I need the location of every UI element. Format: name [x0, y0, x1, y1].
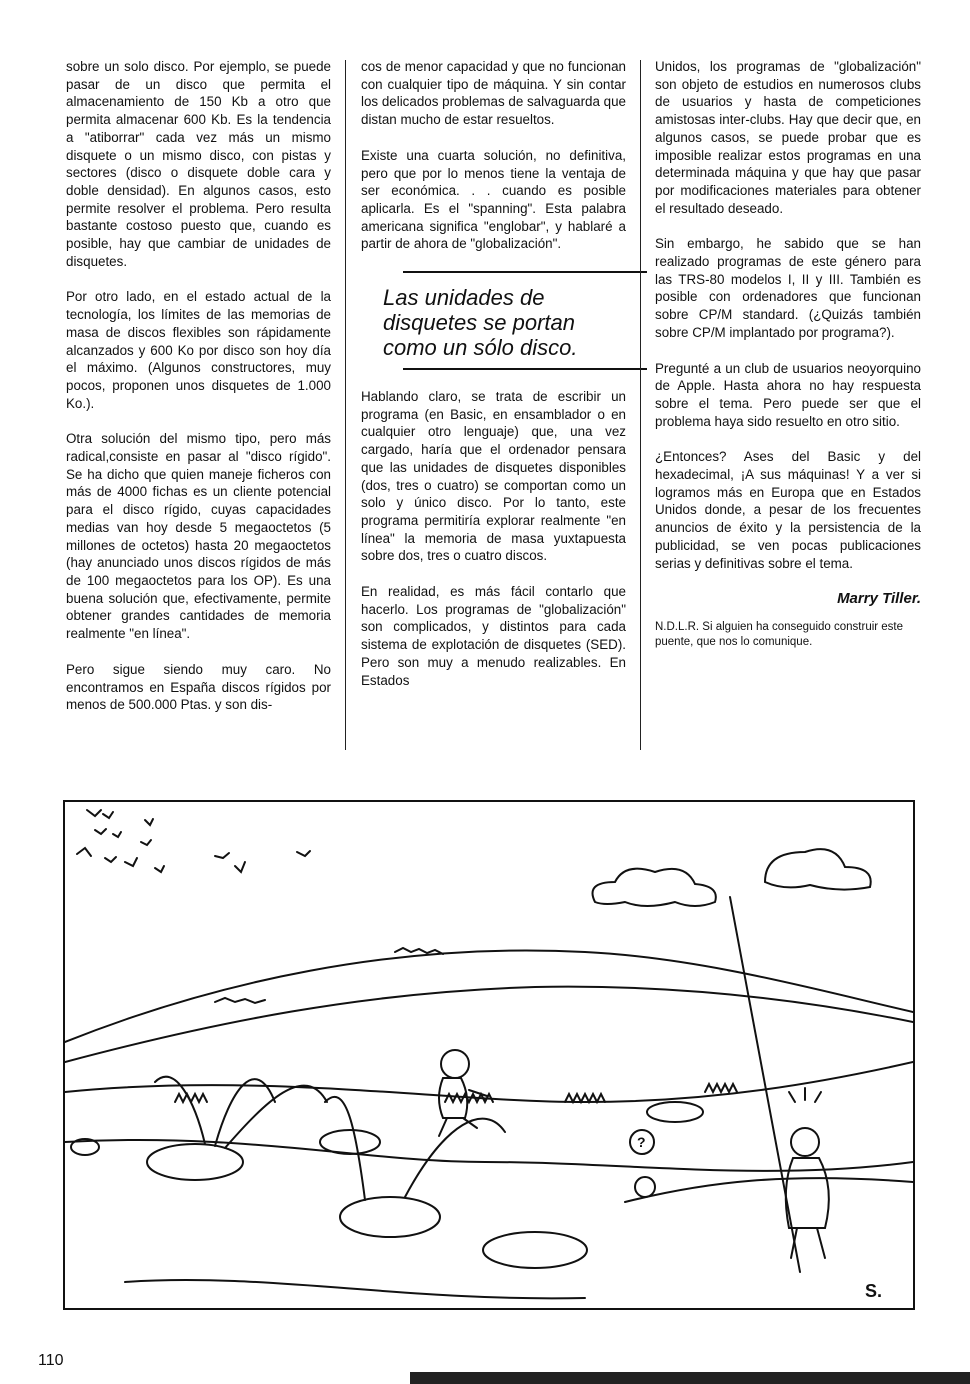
stepping-stone [647, 1102, 703, 1122]
paragraph: ¿Entonces? Ases del Basic y del hexadecimal, ¡A sus máquinas! Y a ver si logramos más en Europa que en Estados Unidos donde, a pesar de los frecuentes anuncios de éxito y la persistencia de la publicidad, se ven pocas publicaciones serias y definitivas sobre el tema. [655, 449, 921, 571]
paragraph: Sin embargo, he sabido que se han realizado programas de este género para las TRS-80 modelos I, II y III. También es posible con ordenadores que funcionan sobre CP/M standard. (¿Quizás también sobre CP/M implantado por programa?). [655, 236, 921, 340]
water-jet [225, 1086, 327, 1148]
editor-note: N.D.L.R. Si alguien ha conseguido construir este puente, que nos lo comunique. [655, 620, 904, 648]
paragraph: En realidad, es más fácil contarlo que hacerlo. Los programas de "globalización" son complicados, y distintos para cada sistema de explotación de disquetes (SED). Pero son muy a menudo realizables. En Estados [361, 584, 626, 688]
stepping-stone [483, 1232, 587, 1268]
paragraph: Otra solución del mismo tipo, pero más radical,consiste en pasar al "disco rígido". Se ha dicho que quien maneje ficheros con más de 4000 fichas es un cliente potencial para el disco rígido, cuyas capacidades medias van hoy desde 5 megaoctetos (5 millones de octetos) hasta 20 megaoctetos (hay anunciado unos discos rígidos de más de 100 megaoctetos para los OP). Es una buena solución que, efectivamente, permite obtener grandes cantidades de memoria realmente "en línea". [66, 431, 331, 642]
cloud [593, 869, 716, 906]
paragraph: Por otro lado, en el estado actual de la tecnología, los límites de las memorias de masa de discos flexibles son rápidamente alcanzados y 600 Ko por disco son hoy día el máximo. (Algunos constructores, muy pocos, proponen unos disquetes de 1.000 Ko.). [66, 289, 331, 411]
column-divider [640, 60, 641, 750]
birds [77, 810, 310, 872]
water-jet [405, 1119, 505, 1197]
stepping-stone [340, 1197, 440, 1237]
pull-quote-rule-bottom [403, 368, 647, 370]
article-column-1 [66, 58, 331, 732]
stepping-stone [147, 1144, 243, 1180]
cloud [765, 849, 871, 889]
water-jet [215, 1079, 275, 1146]
paragraph: Unidos, los programas de "globalización" son objeto de estudios en numerosos clubs de usuarios y hasta de competiciones amistosas inter-clubs. Hay que decir que, en algunos casos, se puede probar que es imposible realizar estos programas en una determinada máquina y que hay que pasar por modificaciones materiales para obtener el resultado deseado. [655, 59, 921, 216]
author-signature: Marry Tiller. [837, 590, 921, 608]
paragraph: cos de menor capacidad y que no funcionan con cualquier tipo de máquina. Y sin contar los delicados problemas de salvaguarda que distan mucho de estar resueltos. [361, 59, 627, 128]
page-number: 110 [38, 1352, 64, 1369]
pole [730, 897, 800, 1272]
water-jet [325, 1097, 365, 1200]
article-column-2 [361, 58, 626, 707]
article-column-3 [655, 58, 921, 650]
boy-figure [439, 1050, 487, 1136]
stepping-stone [320, 1130, 380, 1154]
column-divider [345, 60, 346, 750]
question-mark: ? [637, 1134, 646, 1150]
paragraph: Pero sigue siendo muy caro. No encontramos en España discos rígidos por menos de 500.000 Ptas. y son dis- [66, 661, 331, 713]
hills [65, 950, 913, 1042]
cartoon-drawing [65, 802, 913, 1308]
paragraph: sobre un solo disco. Por ejemplo, se puede pasar de un disco que permita el almacenamiento de 150 Kb a otro que permita almacenar 600 Kb. Es la tendencia a "atiborrar" cada vez más un mismo disquete o un mismo disco, con pistas y sectores (disco o disquete doble cara y doble densidad). En algunos casos, esto permite resolver el problema. Pero resulta bastante costoso puesto que, cuando es posible, hay que cambiar de unidades de disquetes. [66, 59, 331, 269]
paragraph: Existe una cuarta solución, no definitiva, pero que por lo menos tiene la ventaja de ser económica. . . cuando es posible aplicarla. Es el "spanning". Esta palabra americana significa "englobar", y hablaré a partir de ahora de "globalización". [361, 147, 626, 252]
paragraph: Hablando claro, se trata de escribir un programa (en Basic, en ensamblador o en cualquier otro lenguaje) que, una vez cargado, haría que el ordenador pensara que las unidades de disquetes disponibles (dos, tres o cuatro) se comportan como un solo y único disco. Por lo tanto, este programa permitiría explorar realmente "en línea" la memoria de masa yuxtapuesta sobre dos, tres o cuatro discos. [361, 389, 626, 564]
artist-signature: S. [865, 1281, 883, 1301]
bottom-edge-bar [410, 1372, 970, 1384]
pull-quote-text: Las unidades de disquetes se portan como un sólo disco. [383, 285, 578, 361]
paragraph: Pregunté a un club de usuarios neoyorquino de Apple. Hasta ahora no hay respuesta sobre el tema. Pero puede ser que el problema haya sido resuelto en otro sitio. [655, 360, 921, 429]
pull-quote [361, 271, 626, 370]
cartoon-illustration [63, 800, 915, 1310]
